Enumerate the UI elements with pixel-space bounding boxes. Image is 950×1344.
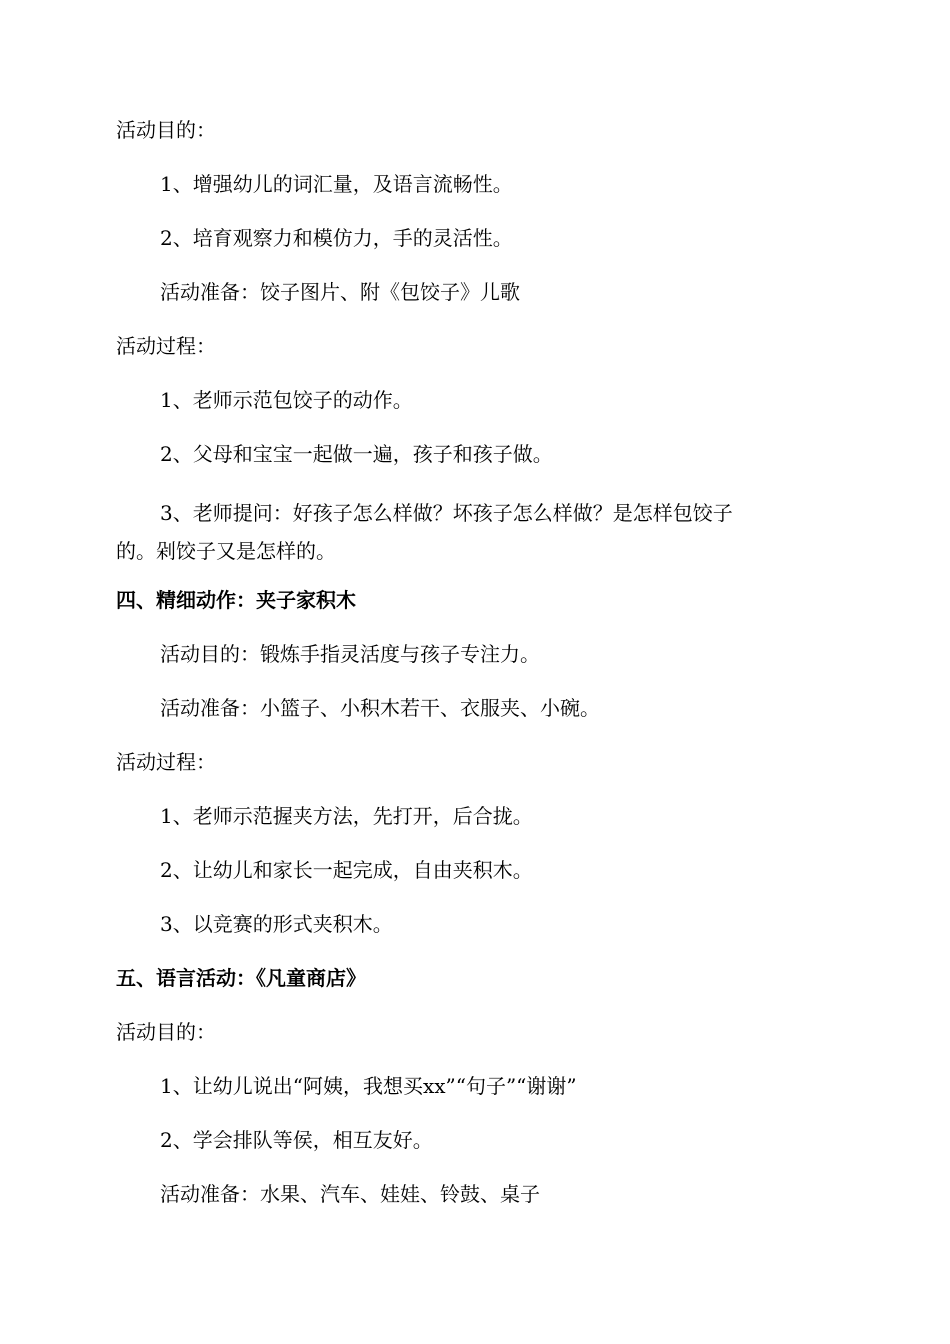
- list-item: 1、增强幼儿的词汇量，及语言流畅性。: [160, 172, 513, 196]
- list-item: 1、让幼儿说出“阿姨，我想买xx”“句子”“谢谢”: [160, 1074, 577, 1098]
- list-item: 1、老师示范包饺子的动作。: [160, 388, 413, 412]
- list-item: 2、让幼儿和家长一起完成，自由夹积木。: [160, 858, 533, 882]
- list-item: 2、父母和宝宝一起做一遍，孩子和孩子做。: [160, 442, 553, 466]
- paragraph-preparation: 活动准备：小篮子、小积木若干、衣服夹、小碗。: [160, 696, 600, 720]
- section-heading: 四、精细动作：夹子家积木: [116, 588, 356, 612]
- paragraph-preparation: 活动准备：饺子图片、附《包饺子》儿歌: [160, 280, 520, 304]
- section-heading: 五、语言活动：《凡童商店》: [116, 966, 366, 990]
- list-item: 2、学会排队等侯，相互友好。: [160, 1128, 433, 1152]
- list-item: 3、老师提问：好孩子怎么样做？坏孩子怎么样做？是怎样包饺子的。剁饺子又是怎样的。: [116, 501, 733, 563]
- paragraph-activity-goal: 活动目的：锻炼手指灵活度与孩子专注力。: [160, 642, 540, 666]
- list-item: 2、培育观察力和模仿力，手的灵活性。: [160, 226, 513, 250]
- list-item: 1、老师示范握夹方法，先打开，后合拢。: [160, 804, 533, 828]
- paragraph-activity-process: 活动过程：: [116, 334, 216, 358]
- paragraph-preparation: 活动准备：水果、汽车、娃娃、铃鼓、桌子: [160, 1182, 540, 1206]
- paragraph-activity-goal: 活动目的：: [116, 118, 216, 142]
- list-item: 3、以竞赛的形式夹积木。: [160, 912, 393, 936]
- paragraph-activity-process: 活动过程：: [116, 750, 216, 774]
- paragraph-activity-goal: 活动目的：: [116, 1020, 216, 1044]
